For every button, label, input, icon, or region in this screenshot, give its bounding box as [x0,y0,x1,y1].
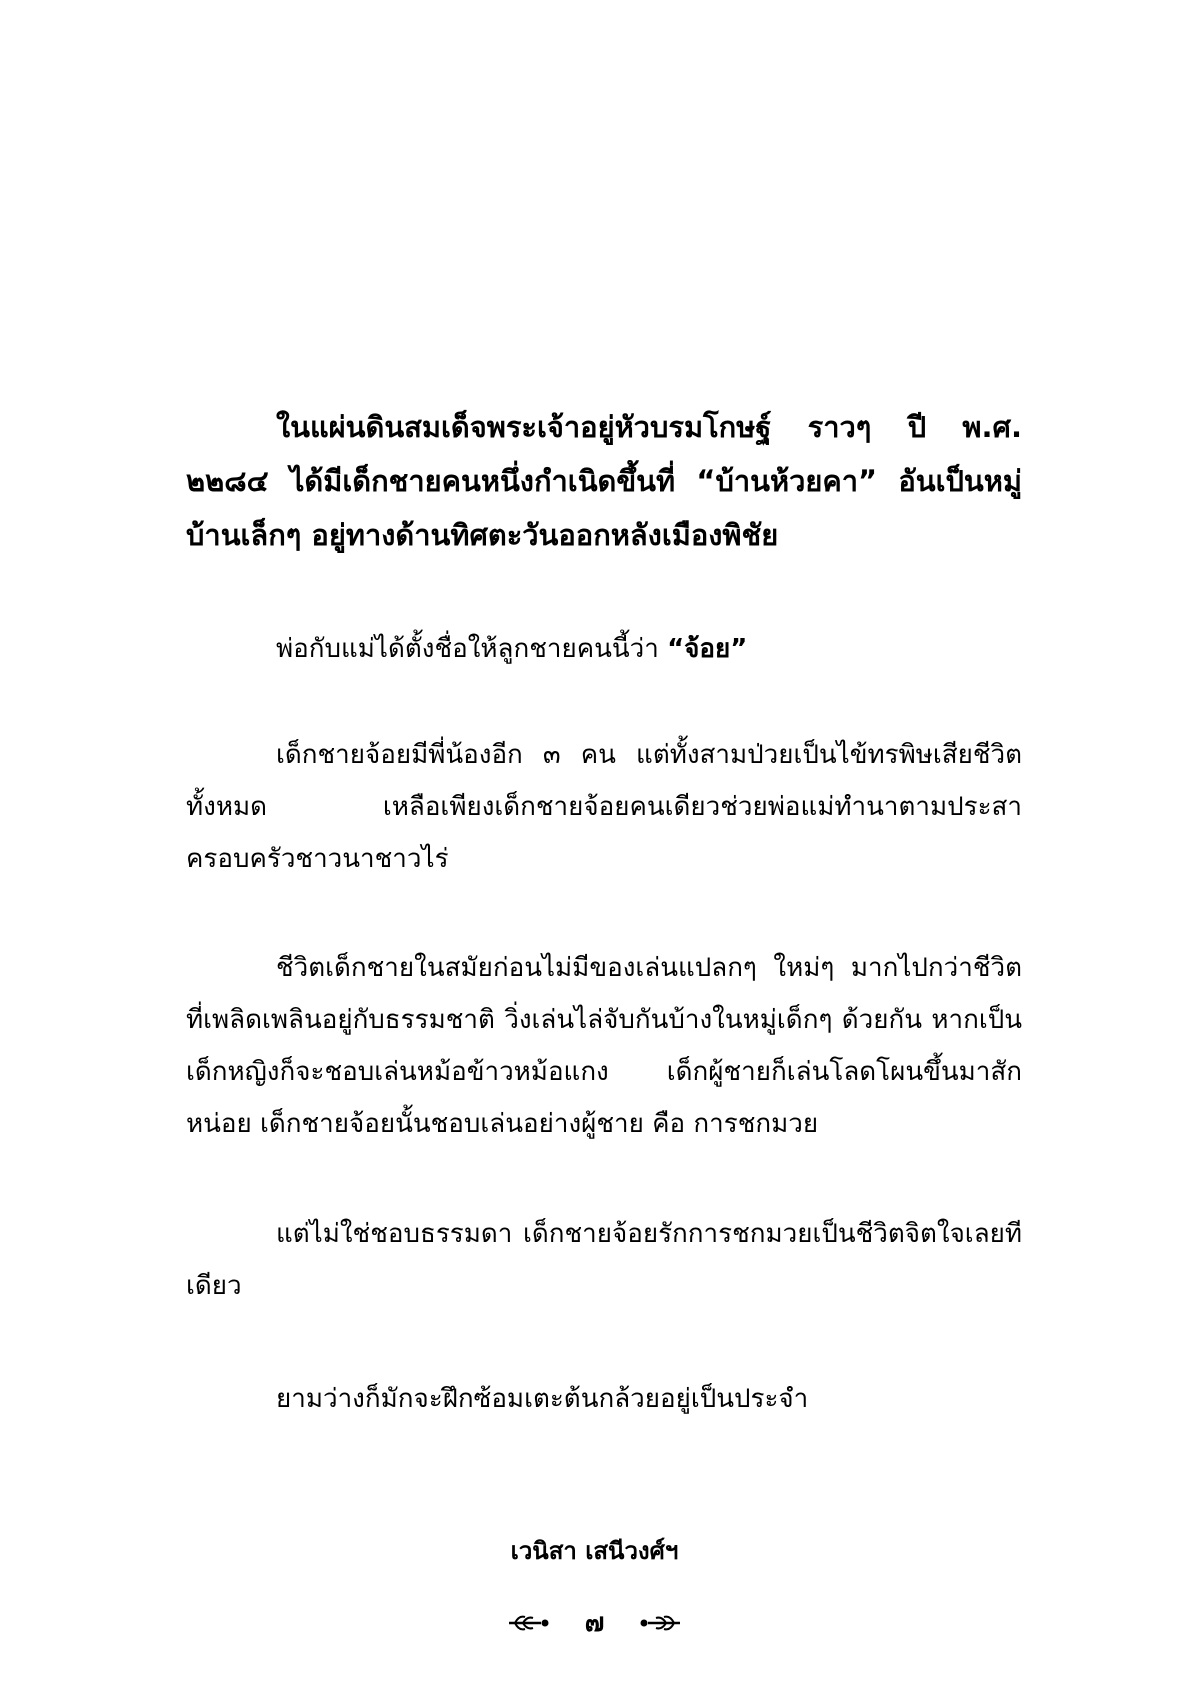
siblings-paragraph: เด็กชายจ้อยมีพี่น้องอีก ๓ คน แต่ทั้งสามป่วยเป็นไข้ทรพิษเสียชีวิตทั้งหมด เหลือเพียงเด็กชายจ้อยคนเดียวช่วยพ่อแม่ทำนาตามประสาครอบครัวชาวนาชาวไร่ [186,740,1022,874]
flourish-left-icon [507,1611,551,1635]
page-footer [0,1606,1189,1640]
boxing-love-paragraph: แต่ไม่ใช่ชอบธรรมดา เด็กชายจ้อยรักการชกมวยเป็นชีวิตจิตใจเลยทีเดียว [186,1219,1022,1301]
page-number: ๗ [584,1608,605,1638]
practice-paragraph: ยามว่างก็มักจะฝึกซ้อมเตะต้นกล้วยอยู่เป็นประจำ [276,1384,809,1414]
childhood-paragraph: ชีวิตเด็กชายในสมัยก่อนไม่มีของเล่นแปลกๆ ใหม่ๆ มากไปกว่าชีวิตที่เพลิดเพลินอยู่กับธรรมชาติ วิ่งเล่นไล่จับกันบ้างในหมู่เด็กๆ ด้วยกัน หากเป็นเด็กหญิงก็จะชอบเล่นหม้อข้าวหม้อแกง เด็กผู้ชายก็เล่นโลดโผนขึ้นมาสักหน่อย เด็กชายจ้อยนั้นชอบเล่นอย่างผู้ชาย คือ การชกมวย [186,953,1022,1139]
flourish-right-icon [638,1611,682,1635]
author-name: เวนิสา เสนีวงศ์ฯ [510,1537,679,1565]
naming-text: พ่อกับแม่ได้ตั้งชื่อให้ลูกชายคนนี้ว่า [276,634,668,664]
naming-paragraph [186,623,1022,675]
child-name: “จ้อย” [667,634,748,664]
opening-paragraph: ในแผ่นดินสมเด็จพระเจ้าอยู่หัวบรมโกษฐ์ ราวๆ ปี พ.ศ. ๒๒๘๔ ได้มีเด็กชายคนหนึ่งกำเนิดขึ้นที่ “บ้านห้วยคา” อันเป็นหมู่บ้านเล็กๆ อยู่ทางด้านทิศตะวันออกหลังเมืองพิชัย [186,410,1022,552]
